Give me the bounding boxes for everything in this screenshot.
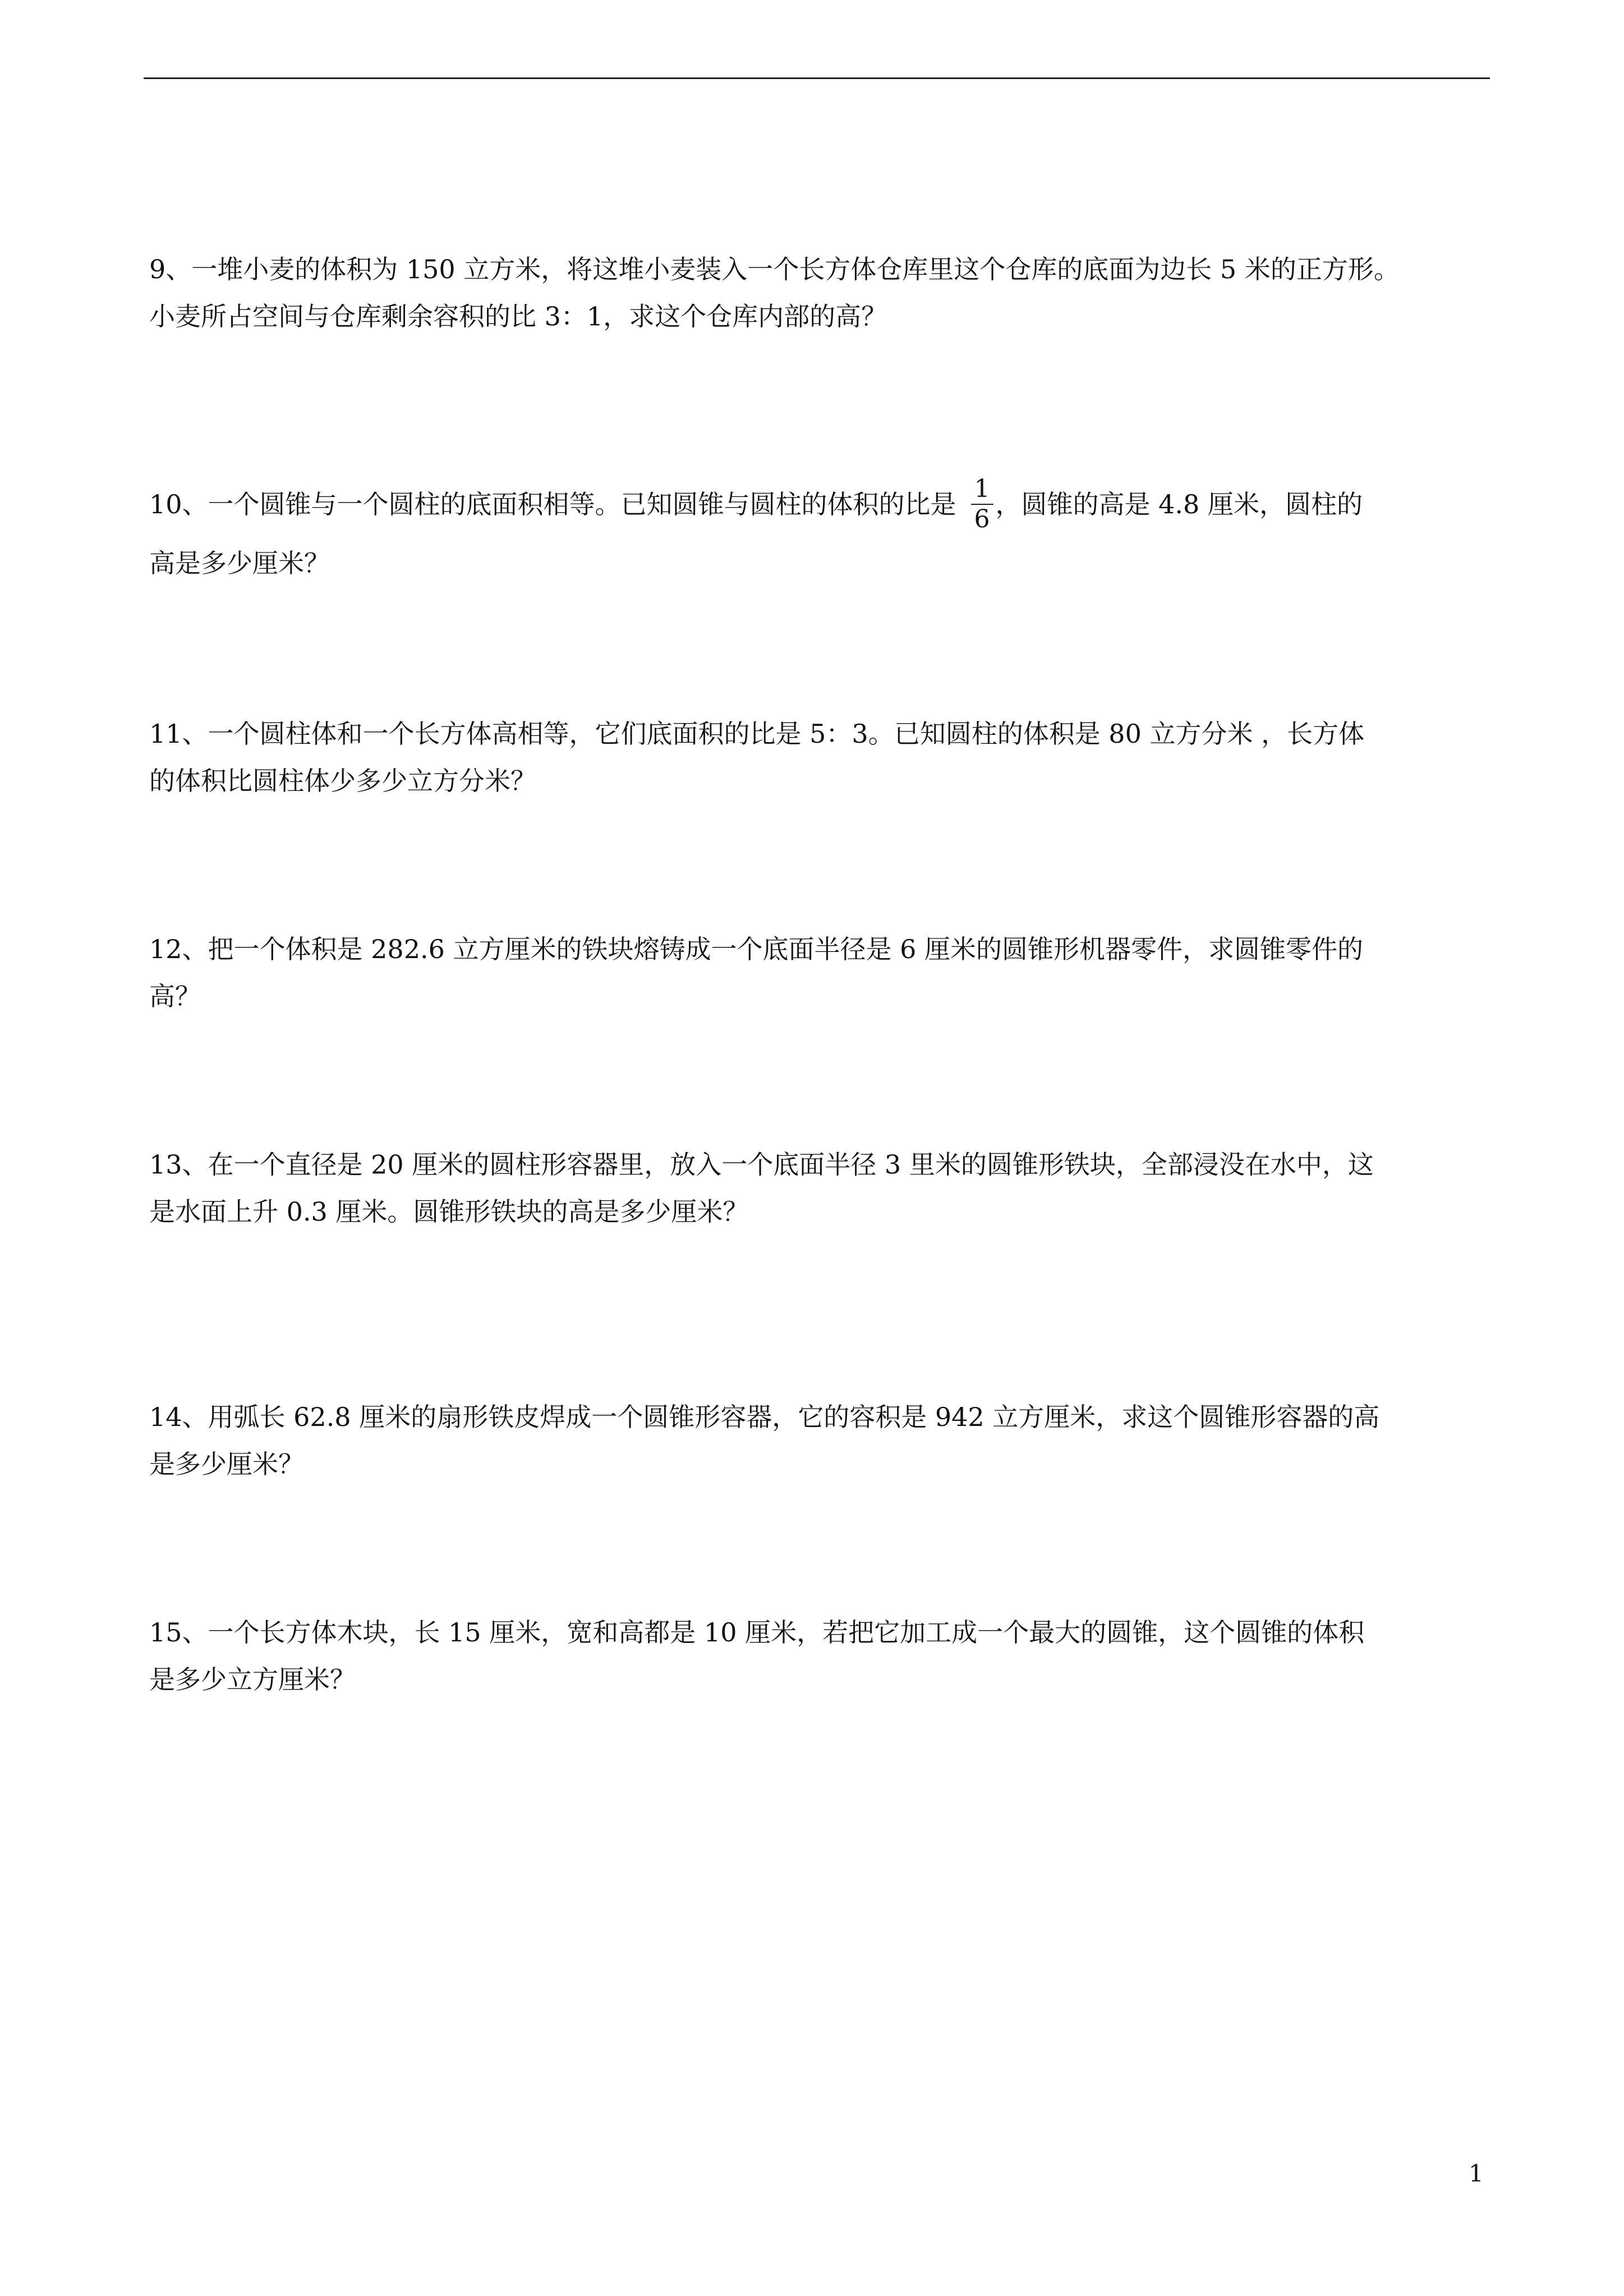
fraction-denominator: 6 [974,505,990,533]
question-11-line-2: 的体积比圆柱体少多少立方分米？ [149,766,536,796]
question-13-line-2: 是水面上升 0.3 厘米。圆锥形铁块的高是多少厘米？ [149,1197,749,1227]
question-15 [149,1609,1491,1703]
question-10 [149,477,1491,587]
question-10-text-after-fraction: ，圆锥的高是 4.8 厘米，圆柱的 [995,489,1363,519]
question-10-line-2: 高是多少厘米？ [149,548,330,578]
question-11-line-1: 11、一个圆柱体和一个长方体高相等，它们底面积的比是 5：3。已知圆柱的体积是 80 立方分米 ，长方体 [149,719,1365,749]
question-9-line-1: 9、一堆小麦的体积为 150 立方米，将这堆小麦装入一个长方体仓库里这个仓库的底面为边长 5 米的正方形。 [149,254,1400,284]
question-13-line-1: 13、在一个直径是 20 厘米的圆柱形容器里，放入一个底面半径 3 里米的圆锥形铁块，全部浸没在水中，这 [149,1149,1374,1180]
question-12-line-2: 高？ [149,981,201,1011]
question-13 [149,1141,1491,1235]
question-9 [149,246,1491,340]
question-11 [149,710,1491,804]
question-14 [149,1393,1491,1488]
ratio-fraction [971,475,993,534]
question-12-line-1: 12、把一个体积是 282.6 立方厘米的铁块熔铸成一个底面半径是 6 厘米的圆锥形机器零件，求圆锥零件的 [149,934,1363,964]
header-rule [144,77,1490,79]
question-15-line-2: 是多少立方厘米？ [149,1664,356,1695]
question-15-line-1: 15、一个长方体木块，长 15 厘米，宽和高都是 10 厘米，若把它加工成一个最大的圆锥，这个圆锥的体积 [149,1617,1365,1648]
page-number: 1 [1469,2160,1484,2187]
question-9-line-2: 小麦所占空间与仓库剩余容积的比 3：1，求这个仓库内部的高？ [149,301,887,332]
question-10-line-1 [149,477,1491,536]
question-14-line-2: 是多少厘米？ [149,1449,304,1479]
question-12 [149,926,1491,1020]
fraction-numerator: 1 [971,475,993,505]
question-10-text-before-fraction: 10、一个圆锥与一个圆柱的底面积相等。已知圆锥与圆柱的体积的比是 [149,489,956,519]
question-14-line-1: 14、用弧长 62.8 厘米的扇形铁皮焊成一个圆锥形容器，它的容积是 942 立方厘米，求这个圆锥形容器的高 [149,1402,1380,1432]
